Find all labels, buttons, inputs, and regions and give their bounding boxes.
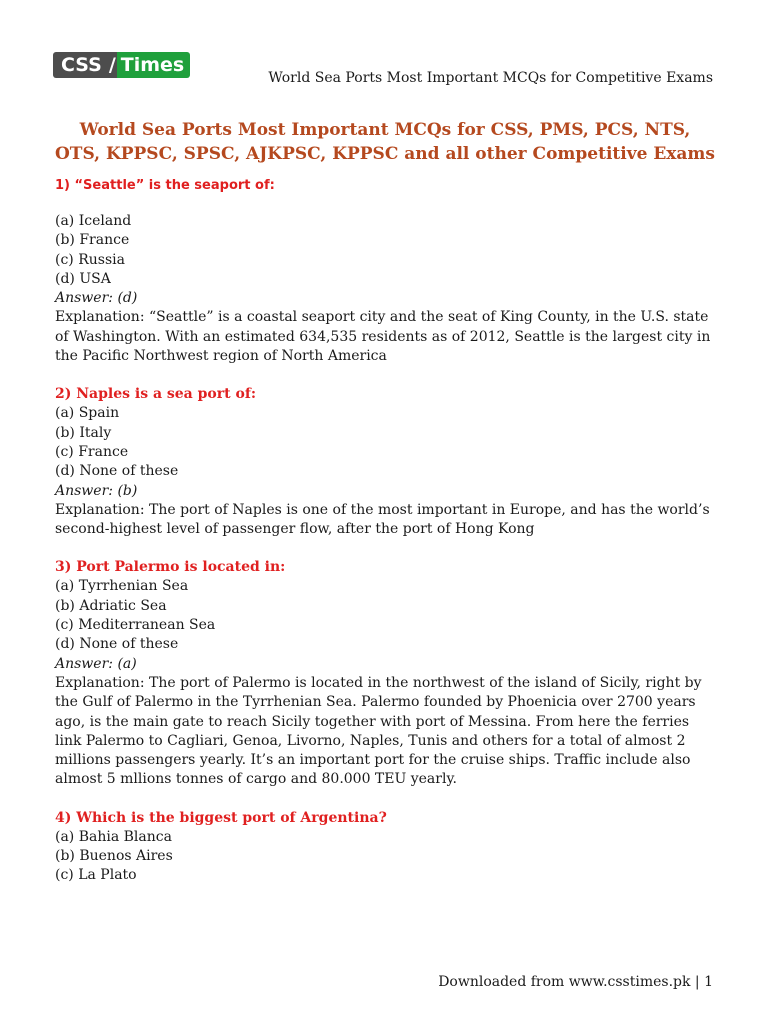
question-text: 1) “Seattle” is the seaport of: xyxy=(55,178,275,193)
explanation: Explanation: The port of Palermo is located in the northwest of the island of Sicily, right by the Gulf of Palermo in the Tyrrhenian Sea. Palermo founded by Phoenicia over 2700 years ago, is the main gate to reach Sicily together with port of Messina. From here the ferries link Palermo to Cagliari, Genoa, Livorno, Naples, Tunis and others for a total of almost 2 millions passengers yearly. It’s an important port for the cruise ships. Traffic include also almost 5 mllions tonnes of cargo and 80.000 TEU yearly. xyxy=(55,674,702,788)
logo-slash: / xyxy=(108,54,116,76)
explanation: Explanation: The port of Naples is one of the most important in Europe, and has the world’s second-highest level of passenger flow, after the port of Hong Kong xyxy=(55,501,710,538)
question-block-1 xyxy=(55,176,715,366)
question-text: 4) Which is the biggest port of Argentina? xyxy=(55,809,387,826)
option: (d) USA xyxy=(55,270,111,287)
logo-css: CSS xyxy=(53,52,108,78)
answer: Answer: (a) xyxy=(55,655,137,672)
question-block-2 xyxy=(55,385,715,539)
question-text: 2) Naples is a sea port of: xyxy=(55,386,257,403)
option: (c) Russia xyxy=(55,251,125,268)
document-title: World Sea Ports Most Important MCQs for CSS, PMS, PCS, NTS, OTS, KPPSC, SPSC, AJKPSC, KPPSC and all other Competitive Exams xyxy=(55,120,715,164)
answer: Answer: (b) xyxy=(55,482,138,499)
option: (a) Spain xyxy=(55,405,120,422)
csstimes-logo xyxy=(53,52,190,78)
answer: Answer: (d) xyxy=(55,290,138,307)
question-text: 3) Port Palermo is located in: xyxy=(55,559,286,576)
page-footer: Downloaded from www.csstimes.pk | 1 xyxy=(438,974,713,990)
option: (a) Tyrrhenian Sea xyxy=(55,578,189,595)
option: (d) None of these xyxy=(55,463,179,480)
option: (b) Italy xyxy=(55,424,112,441)
question-block-3 xyxy=(55,558,715,789)
document-body xyxy=(55,118,715,905)
option: (b) Buenos Aires xyxy=(55,848,173,865)
option: (c) France xyxy=(55,443,129,460)
option: (d) None of these xyxy=(55,636,179,653)
option: (a) Iceland xyxy=(55,213,132,229)
option: (b) Adriatic Sea xyxy=(55,597,167,614)
option: (a) Bahia Blanca xyxy=(55,828,172,845)
logo-times: Times xyxy=(117,52,190,78)
header-title: World Sea Ports Most Important MCQs for Competitive Exams xyxy=(268,70,713,86)
question-block-4 xyxy=(55,809,715,886)
option: (b) France xyxy=(55,232,130,249)
option: (c) La Plato xyxy=(55,867,137,884)
explanation: Explanation: “Seattle” is a coastal seaport city and the seat of King County, in the U.S. state of Washington. With an estimated 634,535 residents as of 2012, Seattle is the largest city in the Pacific Northwest region of North America xyxy=(55,309,711,365)
option: (c) Mediterranean Sea xyxy=(55,617,216,634)
page-header xyxy=(0,0,768,100)
